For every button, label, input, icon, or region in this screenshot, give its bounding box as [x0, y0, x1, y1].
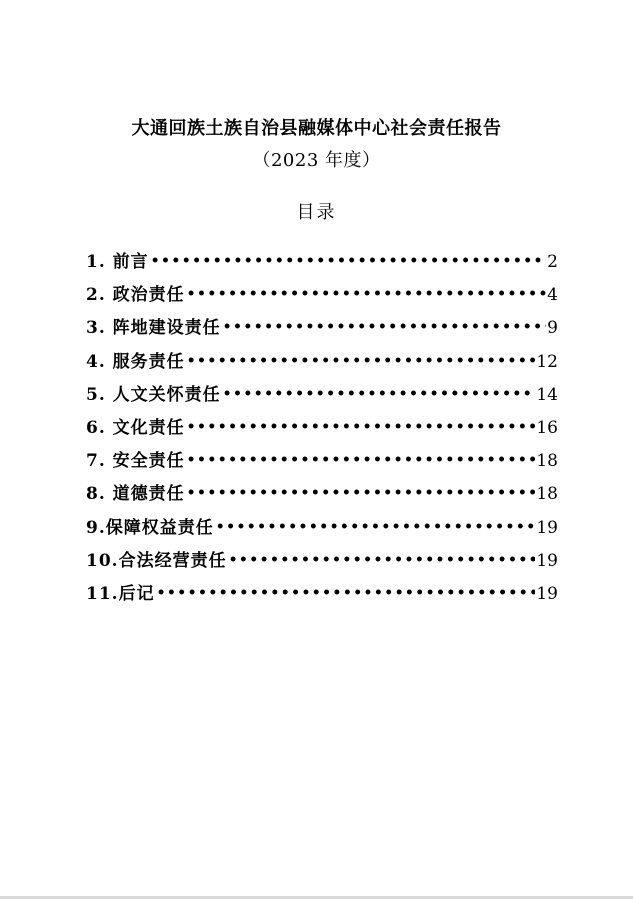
- toc-entry-label: 11.后记: [86, 583, 155, 604]
- toc-entry-afterword[interactable]: [86, 582, 558, 615]
- toc-entry-label: 8. 道德责任: [86, 484, 185, 505]
- toc-entry-page-number: 2: [547, 252, 558, 272]
- toc-entry-page-number: 18: [536, 484, 558, 505]
- toc-entry-page-number: 19: [536, 550, 558, 571]
- toc-dot-leader: [187, 415, 536, 439]
- toc-dot-leader: [223, 382, 536, 406]
- toc-dot-leader: [187, 282, 547, 306]
- toc-entry-label: 2. 政治责任: [86, 285, 185, 306]
- toc-entry-preface[interactable]: [86, 250, 558, 283]
- toc-entry-label: 7. 安全责任: [86, 451, 185, 472]
- toc-dot-leader: [229, 548, 536, 572]
- toc-entry-moral-responsibility[interactable]: [86, 482, 558, 515]
- toc-entry-humanistic-care-responsibility[interactable]: [86, 383, 558, 416]
- toc-entry-rights-protection-responsibility[interactable]: [86, 516, 558, 549]
- toc-entry-cultural-responsibility[interactable]: [86, 416, 558, 449]
- toc-entry-platform-building-responsibility[interactable]: [86, 316, 558, 349]
- toc-entry-page-number: 14: [536, 384, 558, 405]
- toc-entry-label: 4. 服务责任: [86, 351, 185, 372]
- toc-heading: 目录: [296, 202, 337, 223]
- table-of-contents: [86, 250, 558, 615]
- toc-entry-label: 5. 人文关怀责任: [86, 384, 221, 405]
- toc-entry-page-number: 18: [536, 451, 558, 472]
- toc-dot-leader: [223, 315, 547, 339]
- toc-entry-political-responsibility[interactable]: [86, 283, 558, 316]
- toc-entry-page-number: 12: [536, 351, 558, 372]
- toc-entry-label: 9.保障权益责任: [86, 517, 214, 538]
- toc-entry-page-number: 19: [536, 583, 558, 604]
- toc-entry-page-number: 4: [547, 285, 558, 306]
- toc-dot-leader: [187, 448, 536, 472]
- toc-dot-leader: [187, 349, 536, 373]
- toc-dot-leader: [187, 481, 536, 505]
- toc-entry-label: 6. 文化责任: [86, 417, 185, 438]
- toc-dot-leader: [216, 515, 536, 539]
- toc-entry-page-number: 9: [547, 318, 558, 339]
- toc-entry-lawful-operation-responsibility[interactable]: [86, 549, 558, 582]
- toc-entry-page-number: 19: [536, 517, 558, 538]
- toc-dot-leader: [151, 249, 547, 273]
- toc-entry-label: 3. 阵地建设责任: [86, 318, 221, 339]
- toc-dot-leader: [157, 581, 536, 605]
- toc-entry-service-responsibility[interactable]: [86, 350, 558, 383]
- toc-entry-safety-responsibility[interactable]: [86, 449, 558, 482]
- toc-entry-label: 10.合法经营责任: [86, 550, 227, 571]
- toc-entry-label: 1. 前言: [86, 252, 149, 272]
- document-title: 大通回族土族自治县融媒体中心社会责任报告: [131, 118, 502, 139]
- toc-entry-page-number: 16: [536, 417, 558, 438]
- document-subtitle: （2023 年度）: [252, 150, 381, 171]
